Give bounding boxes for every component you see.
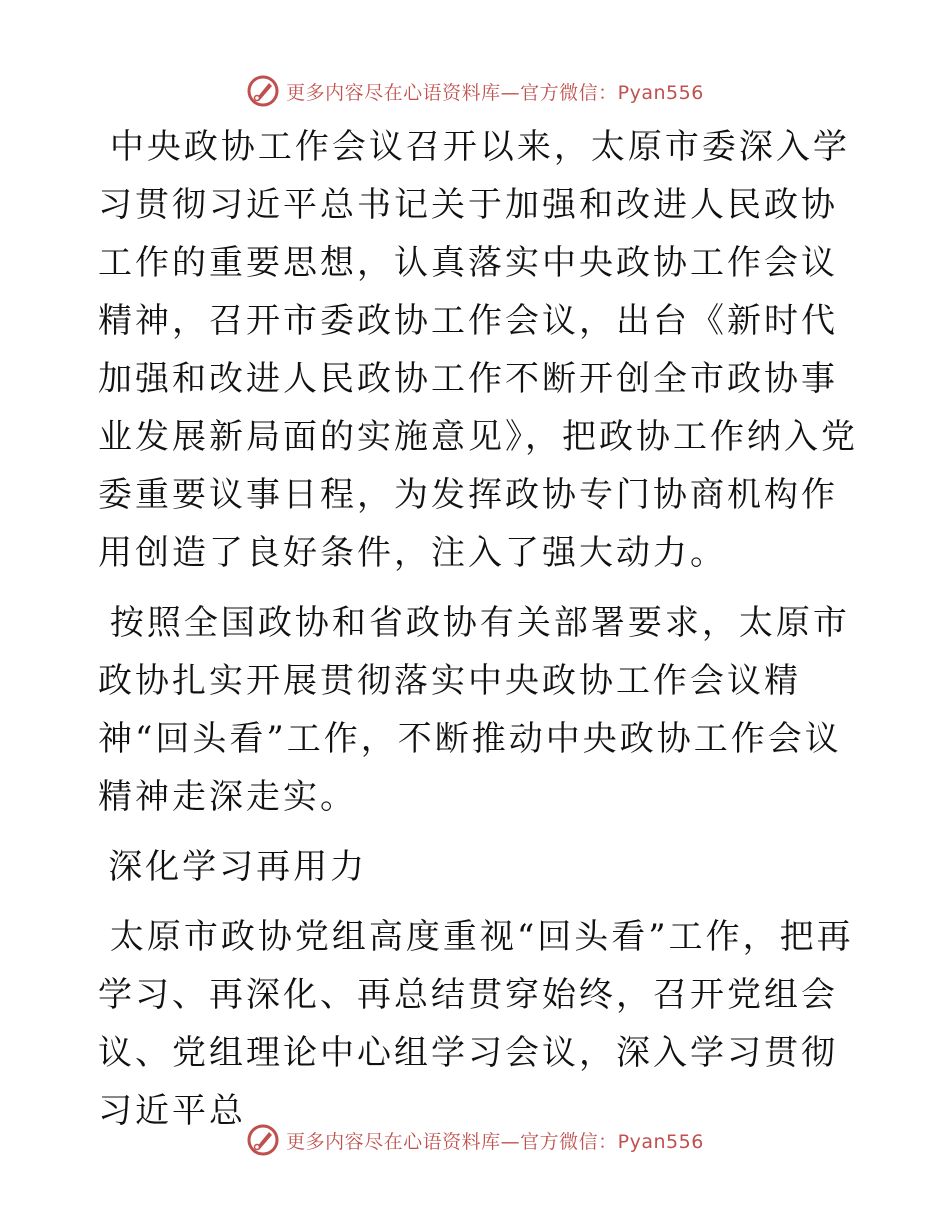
section-heading: 深化学习再用力 [108, 847, 368, 887]
quill-logo-icon [246, 1123, 280, 1157]
paragraph-2: 按照全国政协和省政协有关部署要求，太原市政协扎实开展贯彻落实中央政协工作会议精神“回头看”工作，不断推动中央政协工作会议精神走深走实。 [98, 603, 850, 817]
watermark-text: 更多内容尽在心语资料库—官方微信：Pyan556 [286, 81, 704, 104]
watermark-banner-bottom [0, 1120, 950, 1160]
quill-logo-icon [246, 74, 280, 108]
document-body [98, 118, 858, 1140]
paragraph-3: 太原市政协党组高度重视“回头看”工作，把再学习、再深化、再总结贯穿始终，召开党组会议、党组理论中心组学习会议，深入学习贯彻习近平总 [98, 917, 854, 1131]
watermark-banner-top [0, 71, 950, 111]
paragraph-1: 中央政协工作会议召开以来，太原市委深入学习贯彻习近平总书记关于加强和改进人民政协工作的重要思想，认真落实中央政协工作会议精神，召开市委政协工作会议，出台《新时代加强和改进人民政协工作不断开创全市政协事业发展新局面的实施意见》，把政协工作纳入党委重要议事日程，为发挥政协专门协商机构作用创造了良好条件，注入了强大动力。 [98, 127, 858, 573]
watermark-text: 更多内容尽在心语资料库—官方微信：Pyan556 [286, 1130, 704, 1153]
